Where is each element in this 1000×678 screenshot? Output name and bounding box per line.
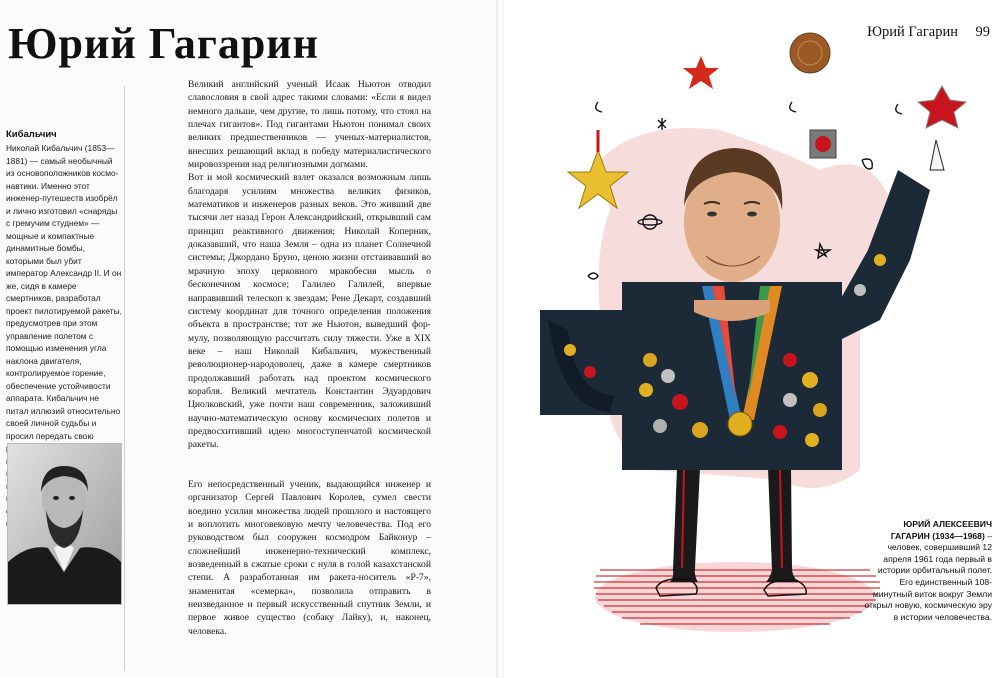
- paragraph-scientists: Вот и мой космический взлет оказался возможным лишь благодаря усилиям множества великих физиков, математиков и инженеров разных веков. Это живший две тысячи лет назад Герон Александрийский, открывший сам принцип реактивного движения; Николай Коперник, доказавший, что наша Земля – одна из планет Солнечной системы; Джордано Бруно, ценою жизни отстаивавший во мрачную эпоху церковного мракобесия мысль о бесконечном космосе; Галилео Галилей, впервые направивший телескоп к звездам; Рене Декарт, создавший систему координат для точного определения положения объекта в пространстве; тот же Ньютон, выведший формулу, позволяющую рассчитать силу тяжести. Уже в XIX веке – наш Николай Кибальчич, мужественный революционер-народоволец, даже в камере смертников продолжавший работать над проектом космического корабля. Великий мечтатель Константин Эдуардович Циолковский, уже почти наш современник, заложивший научно-математическую основу космических полетов и предвосхитивший идею многоступенчатой космической ракеты.: [188, 172, 431, 451]
- striped-ground: [594, 562, 880, 632]
- paragraph-newton: Великий английский ученый Исаак Ньютон отводил славословия в свой адрес такими словами: «Если я видел немного дальше, чем другие, то лишь потому, что стоял на плечах гигантов». Под гигантами Ньютон понимал своих великих предшественников — ученых-материалистов, внесших решающий вклад в победу материалистического мировоззрения над религиозными догмами.: [188, 79, 431, 171]
- caption-text: – человек, совершивший 12 апреля 1961 года первый в истории орбитальный полет. Его единственный 108-минутный виток вокруг Земли открыл новую, космическую эру в истории человечества.: [864, 530, 992, 622]
- page-title: Юрий Гагарин: [8, 19, 319, 68]
- page-number: 99: [975, 24, 990, 40]
- caption-name: ЮРИЙ АЛЕКСЕЕВИЧ ГАГАРИН (1934—1968): [890, 519, 992, 541]
- running-head: Юрий Гагарин: [867, 24, 958, 40]
- photo-caption: [864, 519, 992, 623]
- paragraph-korolev: Его непосредственный ученик, выдающийся инженер и организатор Сергей Павлович Королев, сумел свести воедино усилия множества людей прошлого и настоящего и воплотить многовековую мечту человечества. Под его руководством был сооружен космодром Байконур – сложнейший инженерно-технический комплекс, возведенный в сжатые сроки с нуля в голой казахстанской степи. А разработанная им ракета-носитель «Р-7», знаменитая «семерка», позволила отправить в неизведанное и первый искусственный спутник Земли, и первое живое существо (собаку Лайку), и, наконец, человека.: [188, 479, 431, 637]
- sidebar-text: Николай Кибальчич (1853—1881) — самый необычный из основоположников космонавтики. Именно этот инженер-путешеств изобрёл и лично изготовил «снаряды с гремучим студнем» — мощные и компактные динамитные бомбы, которыми был убит император Александр II. И он же, сидя в камере смертников, разработал проект пилотируемой ракеты, предусмотрев при этом управление полетом с помощью изменения угла наклона двигателя, контролируемое горение, обеспечение устойчивости аппарата. Кибальчич не питал иллюзий относительно своей личной судьбы и просил передать свою: [6, 143, 122, 441]
- sidebar-heading: Кибальчич: [6, 129, 57, 140]
